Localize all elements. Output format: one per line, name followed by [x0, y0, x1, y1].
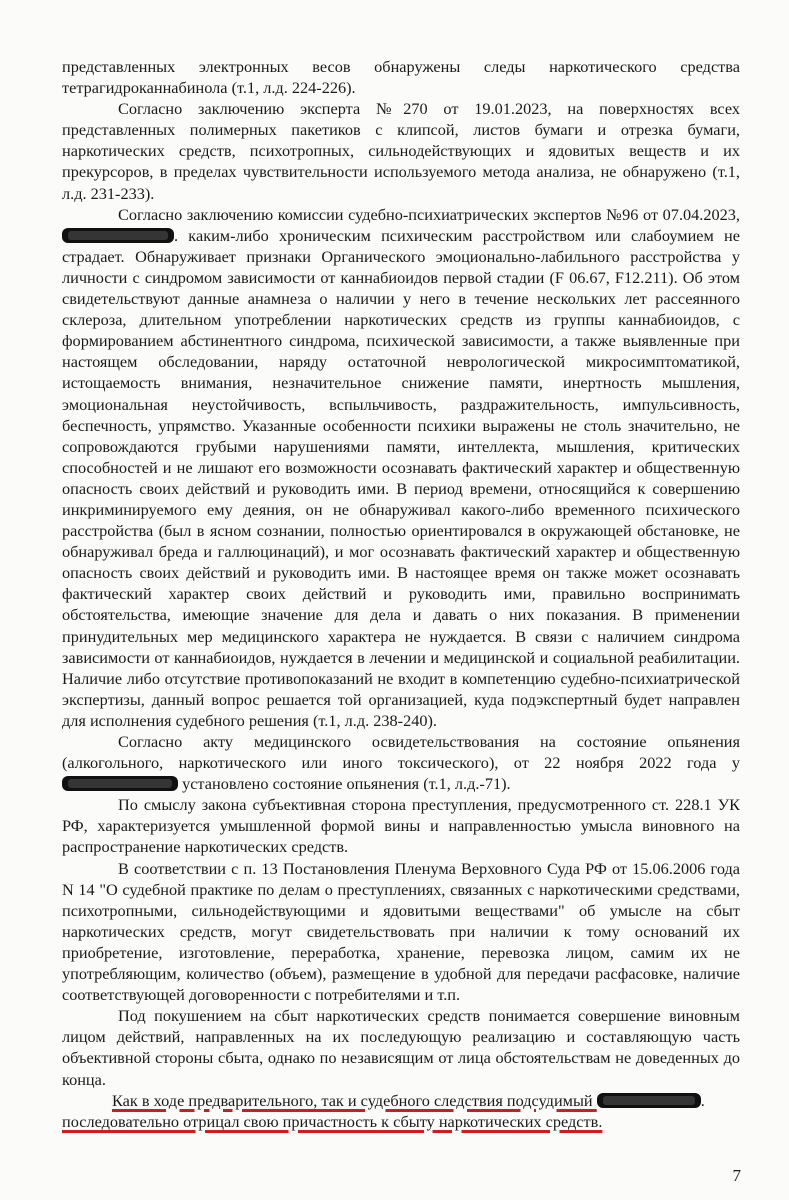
underlined-text: Как в ходе предварительного, так и судебного следствия подсудимый	[112, 1090, 597, 1110]
paragraph-expert-270	[62, 98, 740, 203]
document-body	[62, 56, 740, 1132]
paragraph-text: Согласно акту медицинского освидетельствования на состояние опьянения (алкогольного, наркотического или иного токсического), от 22 ноября 2022 года у	[62, 732, 740, 773]
paragraph-text: . каким-либо хроническим психическим расстройством или слабоумием не страдает. Обнаруживает признаки Органического эмоционально-лабильного расстройства у личности с синдромом зависимости от каннабиоидов первой стадии (F 06.67, F12.211). Об этом свидетельствуют данные анамнеза о наличии у него в течение нескольких лет рассеянного склероза, длительном употреблении наркотических средств из группы каннабиоидов, с формированием абстинентного синдрома, психической зависимости, а также выявленные при настоящем обследовании, наряду остаточной неврологической микросимптоматикой, истощаемость внимания, незначительное снижение памяти, инертность мышления, эмоциональная неустойчивость, вспыльчивость, раздражительность, импульсивность, беспечность, упрямство. Указанные особенности психики выражены не столь значительно, не сопровождаются грубыми нарушениями памяти, интеллекта, мышления, критических способностей и не лишают его возможности осознавать фактический характер и общественную опасность своих действий и руководить ими. В период времени, относящийся к совершению инкриминируемого ему деяния, он не обнаруживал какого-либо временного психического расстройства (был в ясном сознании, полностью ориентировался в окружающей обстановке, не обнаруживал бреда и галлюцинаций), и мог осознавать фактический характер и общественную опасность своих действий и руководить ими. В настоящее время он также может осознавать фактический характер своих действий и руководить ими, правильно воспринимать обстоятельства, имеющие значение для дела и давать о них показания. В применении принудительных мер медицинского характера не нуждается. В связи с наличием синдрома зависимости от каннабиоидов, нуждается в лечении и медицинской и социальной реабилитации. Наличие либо отсутствие противопоказаний не входит в компетенцию судебно-психиатрической экспертизы, данный вопрос решается той организацией, куда подэкспертный будет направлен для исполнения судебного решения (т.1, л.д. 238-240).	[62, 225, 740, 730]
paragraph-subjective-side	[62, 794, 740, 857]
paragraph-text: В соответствии с п. 13 Постановления Пленума Верховного Суда РФ от 15.06.2006 года N 14 "О судебной практике по делам о преступлениях, связанных с наркотическими средствами, психотропными, сильнодействующими и ядовитыми веществами" об умысле на сбыт наркотических средств, могут свидетельствовать при наличии к тому оснований их приобретение, изготовление, переработка, хранение, перевозка лицом, самим их не употребляющим, количество (объем), размещение в удобной для передачи расфасовке, наличие соответствующей договоренности с потребителями и т.п.	[62, 858, 740, 1005]
paragraph-text: представленных электронных весов обнаружены следы наркотического средства тетрагидроканнабинола (т.1, л.д. 224-226).	[62, 57, 740, 98]
paragraph-defendant-denial	[62, 1090, 740, 1132]
page-number: 7	[732, 1166, 741, 1185]
paragraph-intoxication-act	[62, 731, 740, 794]
redacted-name	[62, 776, 178, 791]
redacted-name	[597, 1093, 701, 1108]
redacted-name	[62, 228, 174, 243]
paragraph-text: Согласно заключению эксперта №270 от 19.01.2023, на поверхностях всех представленных полимерных пакетиков с клипсой, листов бумаги и отрезка бумаги, наркотических средств, психотропных, сильнодействующих и ядовитых веществ и их прекурсоров, в пределах чувствительности используемого метода анализа, не обнаружено (т.1, л.д. 231-233).	[62, 99, 740, 203]
paragraph-text: По смыслу закона субъективная сторона преступления, предусмотренного ст. 228.1 УК РФ, характеризуется умышленной формой вины и направленностью умысла виновного на распространение наркотических средств.	[62, 795, 740, 857]
paragraph-attempt-definition	[62, 1005, 740, 1089]
paragraph-text: Согласно заключению комиссии судебно-психиатрических экспертов №96 от 07.04.2023,	[118, 204, 740, 224]
paragraph-text: установлено состояние опьянения (т.1, л.д.-71).	[178, 774, 511, 794]
underlined-text: последовательно отрицал свою причастность к сбыту наркотических средств.	[62, 1111, 603, 1131]
paragraph-psychiatric-expertise	[62, 204, 740, 731]
paragraph-continuation	[62, 56, 740, 98]
paragraph-text: Под покушением на сбыт наркотических средств понимается совершение виновным лицом действий, направленных на их последующую реализацию и составляющую часть объективной стороны сбыта, однако по независящим от лица обстоятельствам не доведенных до конца.	[62, 1006, 740, 1089]
paragraph-plenum-resolution	[62, 858, 740, 1006]
paragraph-text: .	[700, 1090, 705, 1110]
